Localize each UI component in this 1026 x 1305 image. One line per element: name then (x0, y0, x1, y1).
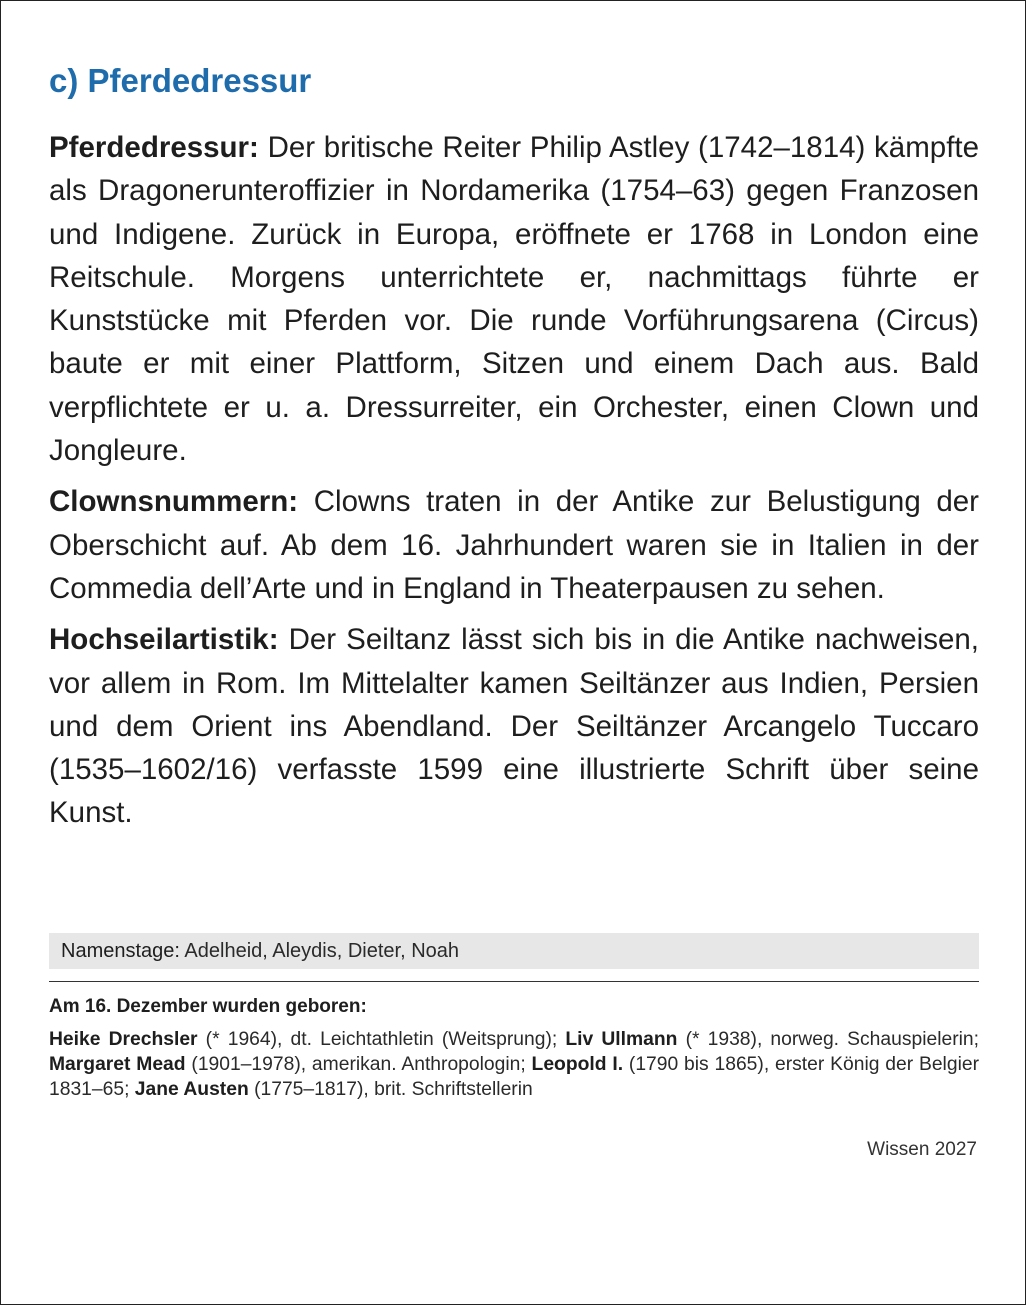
namenstage-label: Namenstage: (61, 940, 180, 962)
paragraph-text: Der Seiltanz lässt sich bis in die Antike nachweisen, vor allem in Rom. Im Mittelalter kamen Seiltänzer aus Indien, Persien und dem Orient ins Abendland. Der Seiltänzer Arcangelo Tuccaro (1535–1602/16) verfasste 1599 eine illustrierte Schrift über seine Kunst. (49, 623, 979, 830)
term-label: Clownsnummern: (49, 485, 299, 519)
person-name: Liv Ullmann (565, 1029, 678, 1050)
person-name: Margaret Mead (49, 1053, 186, 1075)
namenstage-names: Adelheid, Aleydis, Dieter, Noah (179, 940, 460, 962)
person-info: (1901–1978), amerikan. Anthropologin; (185, 1053, 532, 1075)
paragraph-pferdedressur (49, 126, 979, 472)
birthdays-heading: Am 16. Dezember wurden geboren: (49, 996, 367, 1017)
person-info: (* 1938), norweg. Schauspielerin; (677, 1029, 979, 1050)
person-name: Jane Austen (134, 1078, 249, 1100)
page-title: c) Pferdedressur (49, 62, 312, 99)
person-info: (1790 bis 1865), erster König der Belgier 1831–65; (49, 1053, 979, 1100)
paragraph-text: Clowns traten in der Antike zur Belustigung der Oberschicht auf. Ab dem 16. Jahrhundert waren sie in Italien in der Commedia dell’Arte und in England in Theaterpausen zu sehen. (49, 485, 979, 605)
divider (49, 981, 979, 982)
person-name: Heike Drechsler (49, 1029, 198, 1050)
paragraph-hochseilartistik (49, 618, 979, 834)
namenstage-box (49, 933, 979, 969)
footer-label: Wissen 2027 (867, 1139, 977, 1160)
term-label: Pferdedressur: (49, 131, 259, 164)
person-name: Leopold I. (531, 1053, 624, 1075)
article-body (49, 126, 979, 843)
birthdays-list (49, 1028, 979, 1102)
paragraph-clownsnummern (49, 480, 979, 610)
paragraph-text: Der britische Reiter Philip Astley (1742–1814) kämpfte als Dragonerunteroffizier in Nordamerika (1754–63) gegen Franzosen und Indigene. Zurück in Europa, eröffnete er 1768 in London eine Reitschule. Morgens unterrichtete er, nachmittags führte er Kunststücke mit Pferden vor. Die runde Vorführungsarena (Circus) baute er mit einer Plattform, Sitzen und einem Dach aus. Bald verpflichtete er u. a. Dressurreiter, ein Orchester, einen Clown und Jongleure. (49, 131, 979, 468)
person-info: (1775–1817), brit. Schriftstellerin (248, 1078, 533, 1100)
term-label: Hochseilartistik: (49, 623, 279, 657)
person-info: (* 1964), dt. Leichtathletin (Weitsprung); (197, 1029, 566, 1050)
